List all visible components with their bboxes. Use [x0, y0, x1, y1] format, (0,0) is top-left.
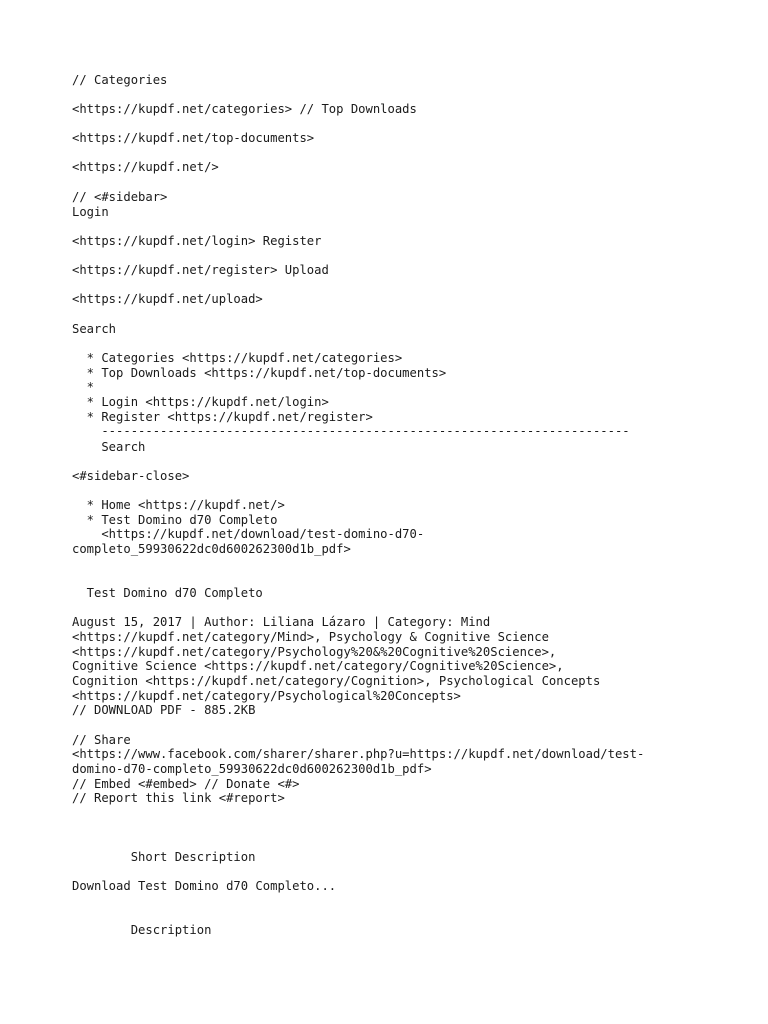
- list-item-login[interactable]: * Login <https://kupdf.net/login>: [72, 395, 329, 409]
- sidebar-search-label[interactable]: Search: [72, 440, 146, 454]
- home-link[interactable]: <https://kupdf.net/>: [72, 160, 219, 174]
- facebook-share-link[interactable]: <https://www.facebook.com/sharer/sharer.php?u=https://kupdf.net/download/test-: [72, 747, 645, 761]
- list-item-register[interactable]: * Register <https://kupdf.net/register>: [72, 410, 373, 424]
- breadcrumb-home[interactable]: * Home <https://kupdf.net/>: [72, 498, 285, 512]
- share-label: // Share: [72, 733, 131, 747]
- category-psychological-concepts-link[interactable]: <https://kupdf.net/category/Psychological%20Concepts>: [72, 689, 461, 703]
- upload-link[interactable]: <https://kupdf.net/upload>: [72, 292, 263, 306]
- breadcrumb-document[interactable]: * Test Domino d70 Completo: [72, 513, 278, 527]
- top-documents-link[interactable]: <https://kupdf.net/top-documents>: [72, 131, 315, 145]
- report-link[interactable]: // Report this link <#report>: [72, 791, 285, 805]
- facebook-share-link-cont[interactable]: domino-d70-completo_59930622dc0d600262300d1b_pdf>: [72, 762, 432, 776]
- short-description-heading: Short Description: [72, 850, 256, 864]
- sidebar-close-anchor[interactable]: <#sidebar-close>: [72, 469, 190, 483]
- download-pdf-link[interactable]: // DOWNLOAD PDF - 885.2KB: [72, 703, 256, 717]
- categories-link[interactable]: <https://kupdf.net/categories> // Top Downloads: [72, 102, 417, 116]
- list-item-top-downloads[interactable]: * Top Downloads <https://kupdf.net/top-documents>: [72, 366, 447, 380]
- breadcrumb-document-url-cont[interactable]: completo_59930622dc0d600262300d1b_pdf>: [72, 542, 351, 556]
- list-item-empty: *: [72, 380, 95, 394]
- categories-heading: // Categories: [72, 73, 168, 87]
- list-item-categories[interactable]: * Categories <https://kupdf.net/categories>: [72, 351, 403, 365]
- horizontal-rule: ------------------------------------------------------------------------: [72, 424, 630, 438]
- page-title: Test Domino d70 Completo: [72, 586, 263, 600]
- meta-line: August 15, 2017 | Author: Liliana Lázaro | Category: Mind: [72, 615, 491, 629]
- category-cognitive-science-link[interactable]: Cognitive Science <https://kupdf.net/category/Cognitive%20Science>,: [72, 659, 564, 673]
- search-label: Search: [72, 322, 117, 336]
- embed-donate-links[interactable]: // Embed <#embed> // Donate <#>: [72, 777, 300, 791]
- category-mind-link[interactable]: <https://kupdf.net/category/Mind>, Psychology & Cognitive Science: [72, 630, 549, 644]
- category-psychology-link[interactable]: <https://kupdf.net/category/Psychology%20&%20Cognitive%20Science>,: [72, 645, 557, 659]
- login-link[interactable]: <https://kupdf.net/login> Register: [72, 234, 322, 248]
- register-link[interactable]: <https://kupdf.net/register> Upload: [72, 263, 329, 277]
- sidebar-anchor[interactable]: // <#sidebar>: [72, 190, 168, 204]
- description-heading: Description: [72, 923, 212, 937]
- short-description-text: Download Test Domino d70 Completo...: [72, 879, 337, 893]
- login-label: Login: [72, 205, 109, 219]
- breadcrumb-document-url[interactable]: <https://kupdf.net/download/test-domino-d70-: [72, 527, 425, 541]
- category-cognition-link[interactable]: Cognition <https://kupdf.net/category/Cognition>, Psychological Concepts: [72, 674, 601, 688]
